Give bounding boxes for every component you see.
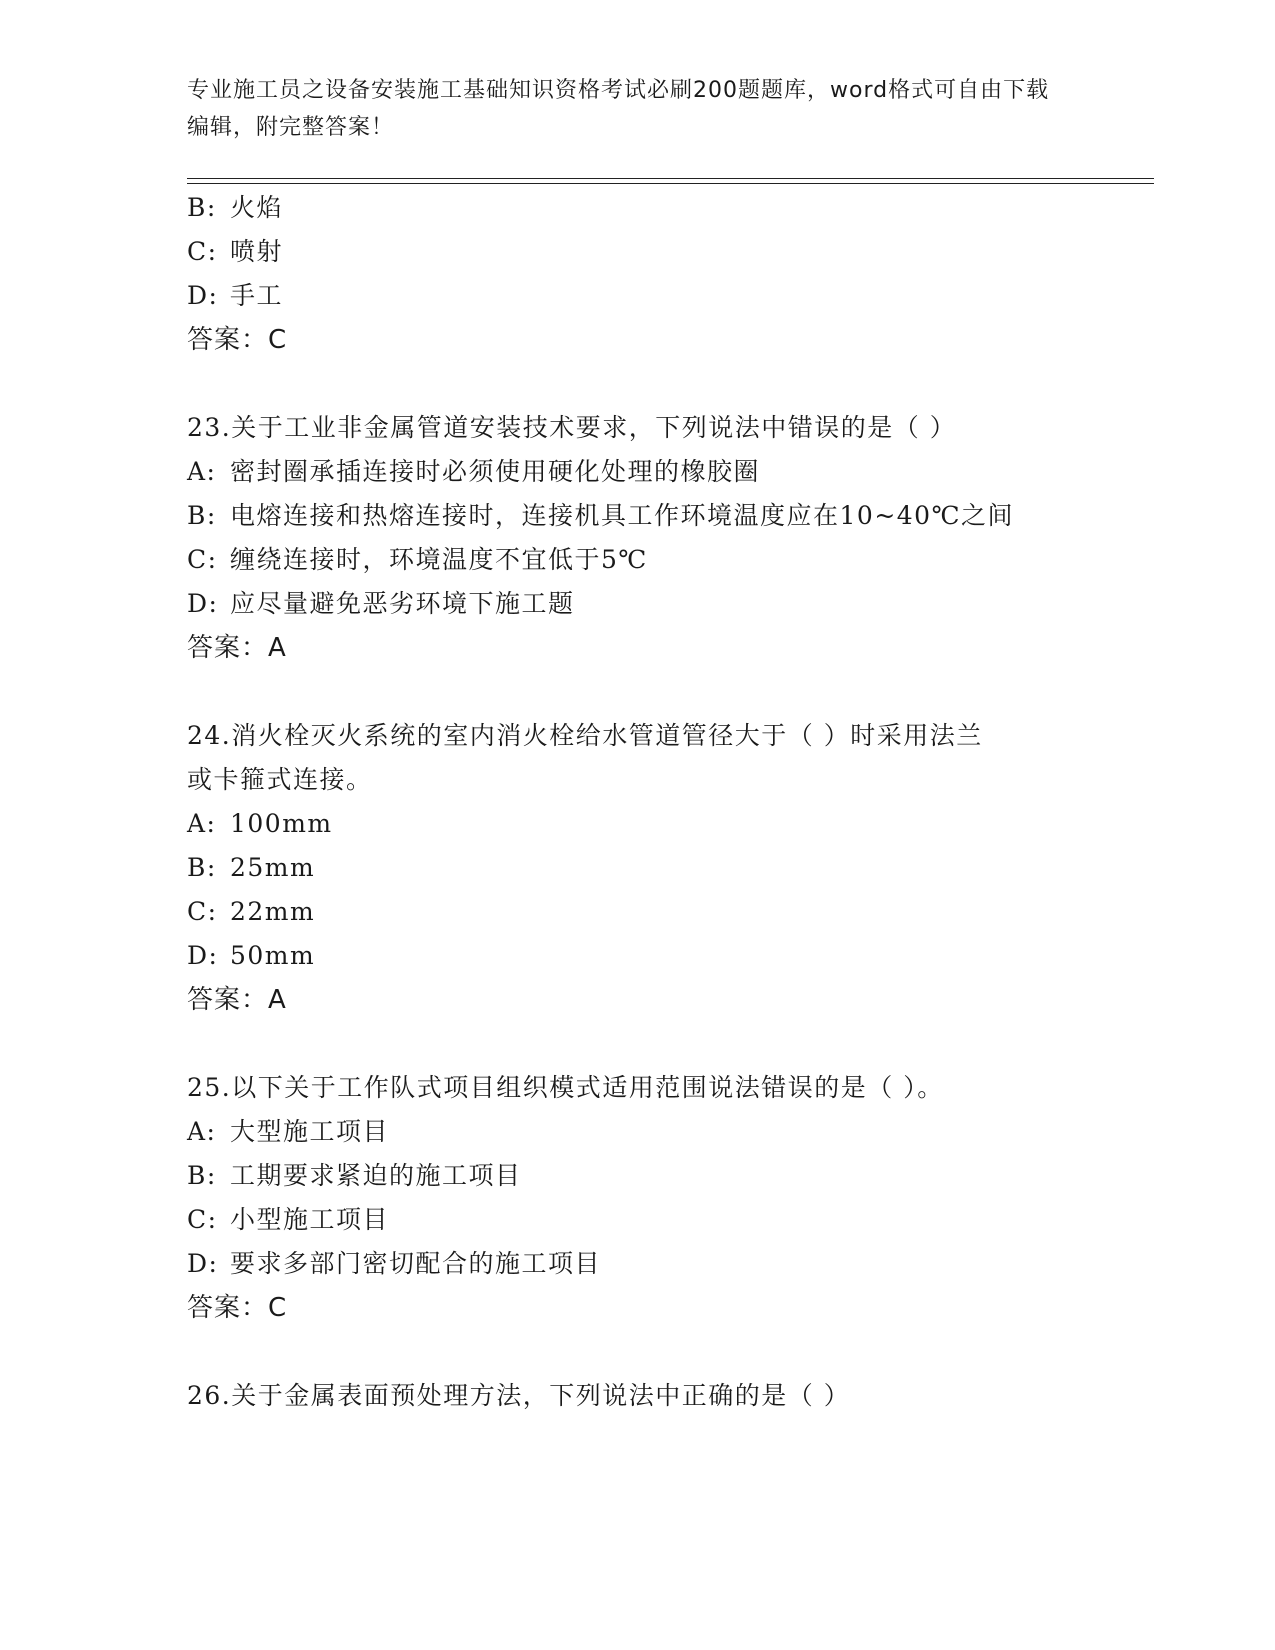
answer-line: 答案：A xyxy=(187,633,287,663)
option-label: D: xyxy=(187,281,219,310)
option-a xyxy=(187,809,333,839)
option-text: 火焰 xyxy=(230,193,284,222)
option-text: 应尽量避免恶劣环境下施工题 xyxy=(230,589,575,618)
option-text: 50mm xyxy=(230,941,316,970)
option-label: B: xyxy=(187,853,217,882)
question-stem: 25.以下关于工作队式项目组织模式适用范围说法错误的是（ ）。 xyxy=(187,1073,944,1102)
option-label: D: xyxy=(187,589,219,618)
answer-line: 答案：C xyxy=(187,325,288,355)
option-label: A: xyxy=(187,809,217,838)
option-d xyxy=(187,589,575,619)
option-label: B: xyxy=(187,1161,217,1190)
option-label: C: xyxy=(187,237,218,266)
header-divider-top xyxy=(187,178,1154,179)
option-d xyxy=(187,281,283,311)
page-header: 专业施工员之设备安装施工基础知识资格考试必刷200题题库，word格式可自由下载编辑，附完整答案！ xyxy=(187,78,1050,140)
option-b xyxy=(187,193,283,223)
option-text: 电熔连接和热熔连接时，连接机具工作环境温度应在10~40℃之间 xyxy=(230,501,1015,530)
answer-line: 答案：C xyxy=(187,1293,288,1323)
question-stem: 26.关于金属表面预处理方法，下列说法中正确的是（ ） xyxy=(187,1381,851,1410)
option-c xyxy=(187,237,283,267)
option-c xyxy=(187,897,315,927)
question-stem: 24.消火栓灭火系统的室内消火栓给水管道管径大于（ ）时采用法兰 xyxy=(187,721,983,750)
option-text: 小型施工项目 xyxy=(230,1205,390,1234)
header-divider-bottom xyxy=(187,183,1154,184)
question-stem-continued: 或卡箍式连接。 xyxy=(187,765,373,794)
option-text: 密封圈承插连接时必须使用硬化处理的橡胶圈 xyxy=(230,457,761,486)
answer-line: 答案：A xyxy=(187,985,287,1015)
option-label: C: xyxy=(187,897,218,926)
option-label: D: xyxy=(187,941,219,970)
option-label: A: xyxy=(187,1117,217,1146)
option-label: C: xyxy=(187,545,218,574)
option-text: 手工 xyxy=(230,281,284,310)
option-c xyxy=(187,545,648,575)
option-d xyxy=(187,941,315,971)
option-a xyxy=(187,1117,389,1147)
option-b xyxy=(187,501,1014,531)
option-text: 22mm xyxy=(230,897,316,926)
option-c xyxy=(187,1205,389,1235)
option-text: 要求多部门密切配合的施工项目 xyxy=(230,1249,602,1278)
option-text: 100mm xyxy=(230,809,333,838)
option-a xyxy=(187,457,760,487)
option-label: B: xyxy=(187,501,217,530)
option-text: 喷射 xyxy=(230,237,284,266)
option-label: A: xyxy=(187,457,217,486)
option-label: C: xyxy=(187,1205,218,1234)
option-text: 25mm xyxy=(230,853,316,882)
option-b xyxy=(187,1161,522,1191)
option-text: 缠绕连接时，环境温度不宜低于5℃ xyxy=(230,545,648,574)
question-stem: 23.关于工业非金属管道安装技术要求，下列说法中错误的是（ ） xyxy=(187,413,957,442)
option-d xyxy=(187,1249,601,1279)
option-text: 大型施工项目 xyxy=(230,1117,390,1146)
option-label: D: xyxy=(187,1249,219,1278)
option-b xyxy=(187,853,315,883)
option-text: 工期要求紧迫的施工项目 xyxy=(230,1161,522,1190)
option-label: B: xyxy=(187,193,217,222)
